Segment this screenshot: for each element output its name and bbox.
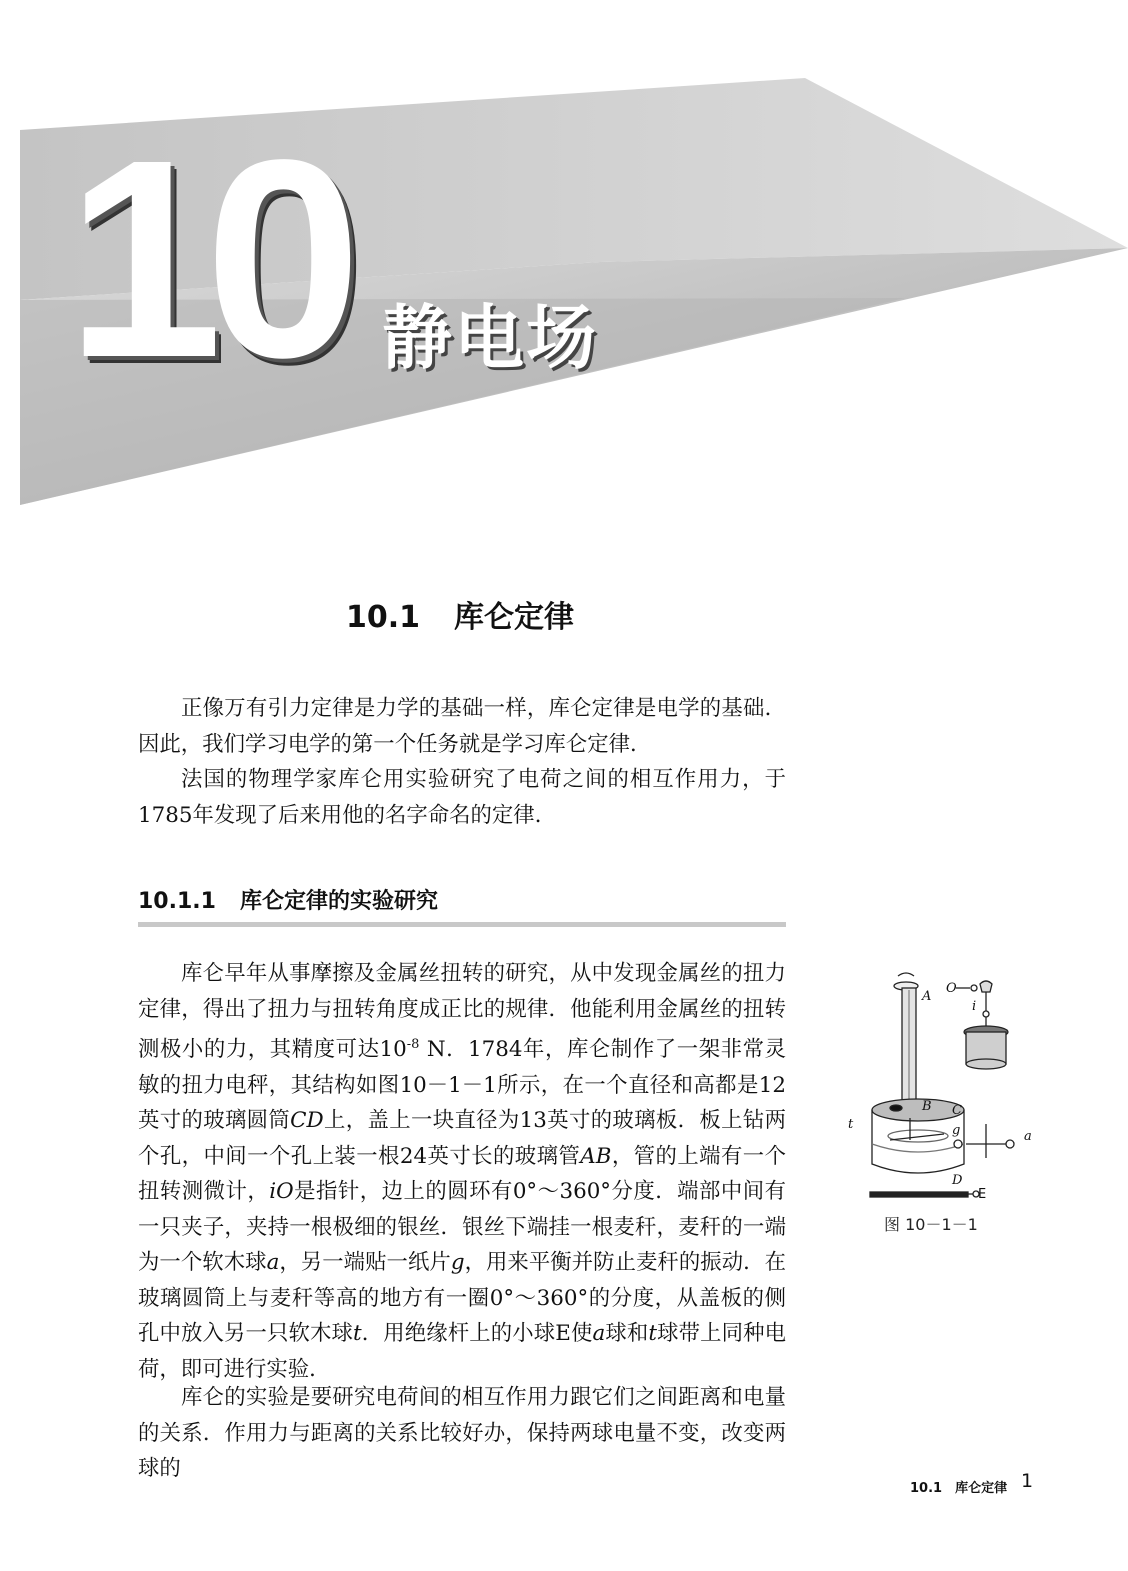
section-heading [346, 592, 574, 636]
symbol-t: t [648, 1321, 657, 1347]
body-text: ，管的上端有一个扭转测微计， [138, 1143, 786, 1205]
subsection-number: 10.1.1 [138, 889, 216, 914]
body-text: 库仑早年从事摩擦及金属丝扭转的研究，从中发现金属丝的扭力定律，得出了扭力与扭转角度成正比的规律．他能利用金属丝的扭转测极小的力，其精度可达 [138, 961, 786, 1063]
label-e: E [978, 1187, 987, 1202]
symbol-g: g [450, 1250, 465, 1276]
running-footer: 10.1 库仑定律 [910, 1481, 1008, 1496]
body-text: 球带上同种电荷，即可进行实验． [138, 1321, 786, 1382]
symbol-ab: AB [580, 1143, 612, 1169]
body-text: 球和 [605, 1321, 649, 1347]
figure-caption: 图 10－1－1 [884, 1215, 978, 1234]
page-number: 1 [1021, 1470, 1034, 1492]
label-d: D [952, 1173, 963, 1188]
body-text: ．用绝缘杆上的小球E使 [361, 1321, 593, 1347]
symbol-a: a [266, 1250, 280, 1276]
symbol-a: a [592, 1321, 606, 1347]
label-b: B [922, 1099, 932, 1114]
body-text: 上，盖上一块直径为13英寸的玻璃板．板上钻两个孔，中间一个孔上装一根24英寸长的玻璃管 [138, 1108, 786, 1169]
symbol-io: iO [269, 1179, 294, 1205]
subsection-heading [138, 882, 786, 927]
label-c: C [952, 1103, 962, 1118]
section-title: 库仑定律 [454, 600, 575, 635]
body-paragraph-1 [138, 956, 786, 1387]
subsection-title: 库仑定律的实验研究 [239, 889, 438, 914]
label-i: i [972, 999, 977, 1014]
label-g: g [952, 1123, 961, 1138]
label-a-upper: A [922, 989, 932, 1004]
body-text: ，用来平衡并防止麦秆的振动．在玻璃圆筒上与麦秆等高的地方有一圈0°～360°的分度，从盖板的侧孔中放入另一只软木球 [138, 1250, 786, 1347]
body-text: 是指针，边上的圆环有0°～360°分度．端部中间有一只夹子，夹持一根极细的银丝．银丝下端挂一根麦秆，麦秆的一端为一个软木球 [138, 1179, 786, 1276]
body-text: N．1784年，库仑制作了一架非常灵敏的扭力电秤，其结构如图10－1－1所示，在一个直径和高都是12英寸的玻璃圆筒 [138, 1037, 786, 1134]
intro-paragraph-1: 正像万有引力定律是力学的基础一样，库仑定律是电学的基础．因此，我们学习电学的第一个任务就是学习库仑定律． [138, 696, 786, 757]
chapter-number: 10 [66, 101, 344, 416]
precision-value: $10^{-8}$ [379, 1037, 420, 1063]
section-number: 10.1 [346, 600, 421, 635]
chapter-title: 静电场 [382, 297, 598, 379]
body-text: ，另一端贴一纸片 [279, 1250, 451, 1276]
label-o: O [946, 981, 957, 996]
body-paragraph-2: 库仑的实验是要研究电荷间的相互作用力跟它们之间距离和电量的关系．作用力与距离的关系比较好办，保持两球电量不变，改变两球的 [138, 1385, 786, 1481]
label-t: t [848, 1117, 854, 1132]
label-a-lower: a [1024, 1129, 1032, 1144]
intro-paragraph-2: 法国的物理学家库仑用实验研究了电荷之间的相互作用力，于1785年发现了后来用他的名字命名的定律． [138, 767, 786, 828]
symbol-t: t [353, 1321, 362, 1347]
symbol-cd: CD [290, 1108, 324, 1134]
torsion-balance-figure [848, 968, 1048, 1208]
